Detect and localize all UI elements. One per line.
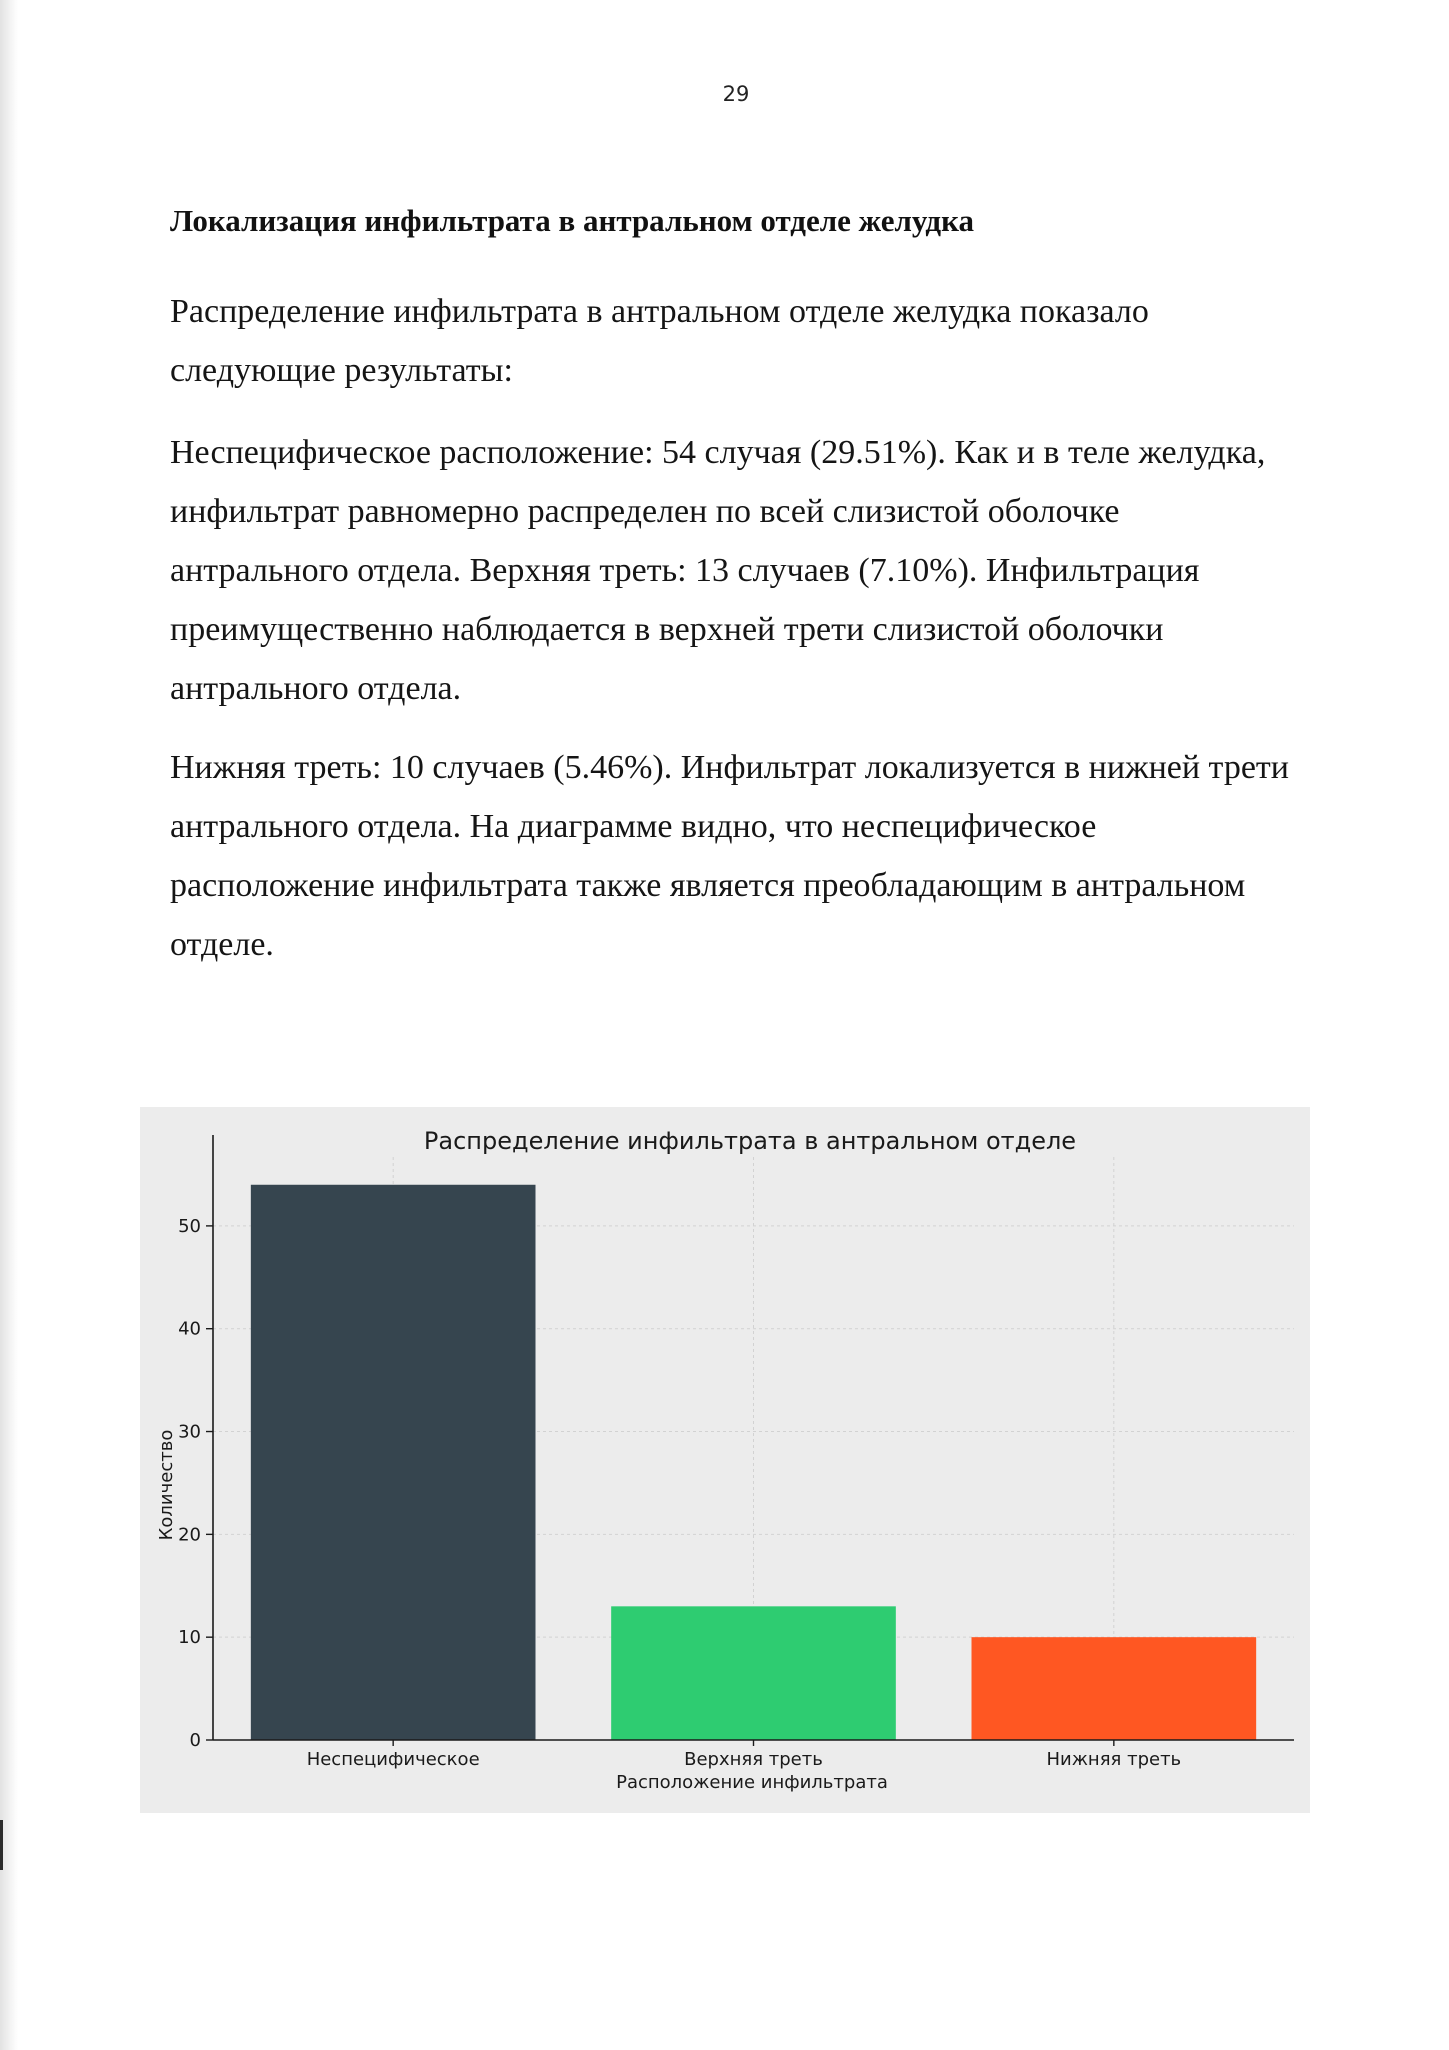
y-tick-label: 0 — [189, 1730, 201, 1751]
scan-margin-mark — [0, 1820, 3, 1870]
x-tick-label: Верхняя треть — [684, 1749, 823, 1770]
text-line: отделе. — [170, 926, 274, 963]
text-line: Нижняя треть: 10 случаев (5.46%). Инфильтрат локализуется в нижней трети — [170, 749, 1289, 786]
scan-edge-shadow — [0, 0, 18, 2050]
text-line: расположение инфильтрата также является преобладающим в антральном — [170, 867, 1246, 904]
text-line: Неспецифическое расположение: 54 случая (29.51%). Как и в теле желудка, — [170, 434, 1266, 471]
page-number: 29 — [722, 82, 750, 106]
bar — [972, 1637, 1257, 1740]
bar — [611, 1606, 896, 1740]
x-tick-label: Нижняя треть — [1046, 1749, 1182, 1770]
text-line: антрального отдела. Верхняя треть: 13 случаев (7.10%). Инфильтрация — [170, 552, 1200, 589]
y-tick-label: 40 — [178, 1318, 201, 1340]
x-tick-label: Неспецифическое — [306, 1749, 480, 1770]
text-line: преимущественно наблюдается в верхней трети слизистой оболочки — [170, 611, 1164, 648]
paragraph-intro — [170, 282, 1320, 400]
chart-title: Распределение инфильтрата в антральном отделе — [423, 1127, 1077, 1155]
paragraph-conclusion — [170, 738, 1320, 974]
y-tick-label: 30 — [178, 1421, 201, 1443]
text-line: следующие результаты: — [170, 352, 513, 389]
text-line: антрального отдела. На диаграмме видно, что неспецифическое — [170, 808, 1097, 845]
y-tick-label: 10 — [178, 1627, 201, 1649]
text-line: антрального отдела. — [170, 670, 462, 707]
text-line: Распределение инфильтрата в антральном отделе желудка показало — [170, 293, 1149, 330]
bar-chart-svg — [140, 1107, 1310, 1813]
y-axis-label: Количество — [156, 1429, 177, 1541]
x-axis-label: Расположение инфильтрата — [616, 1772, 888, 1793]
bar-chart — [140, 1107, 1310, 1813]
bar — [251, 1185, 536, 1740]
y-tick-label: 20 — [178, 1524, 201, 1546]
y-tick-label: 50 — [178, 1215, 201, 1237]
bar-layer — [251, 1185, 1256, 1740]
section-heading: Локализация инфильтрата в антральном отделе желудка — [170, 203, 974, 238]
text-line: инфильтрат равномерно распределен по всей слизистой оболочке — [170, 493, 1120, 530]
paragraph-results — [170, 423, 1320, 718]
